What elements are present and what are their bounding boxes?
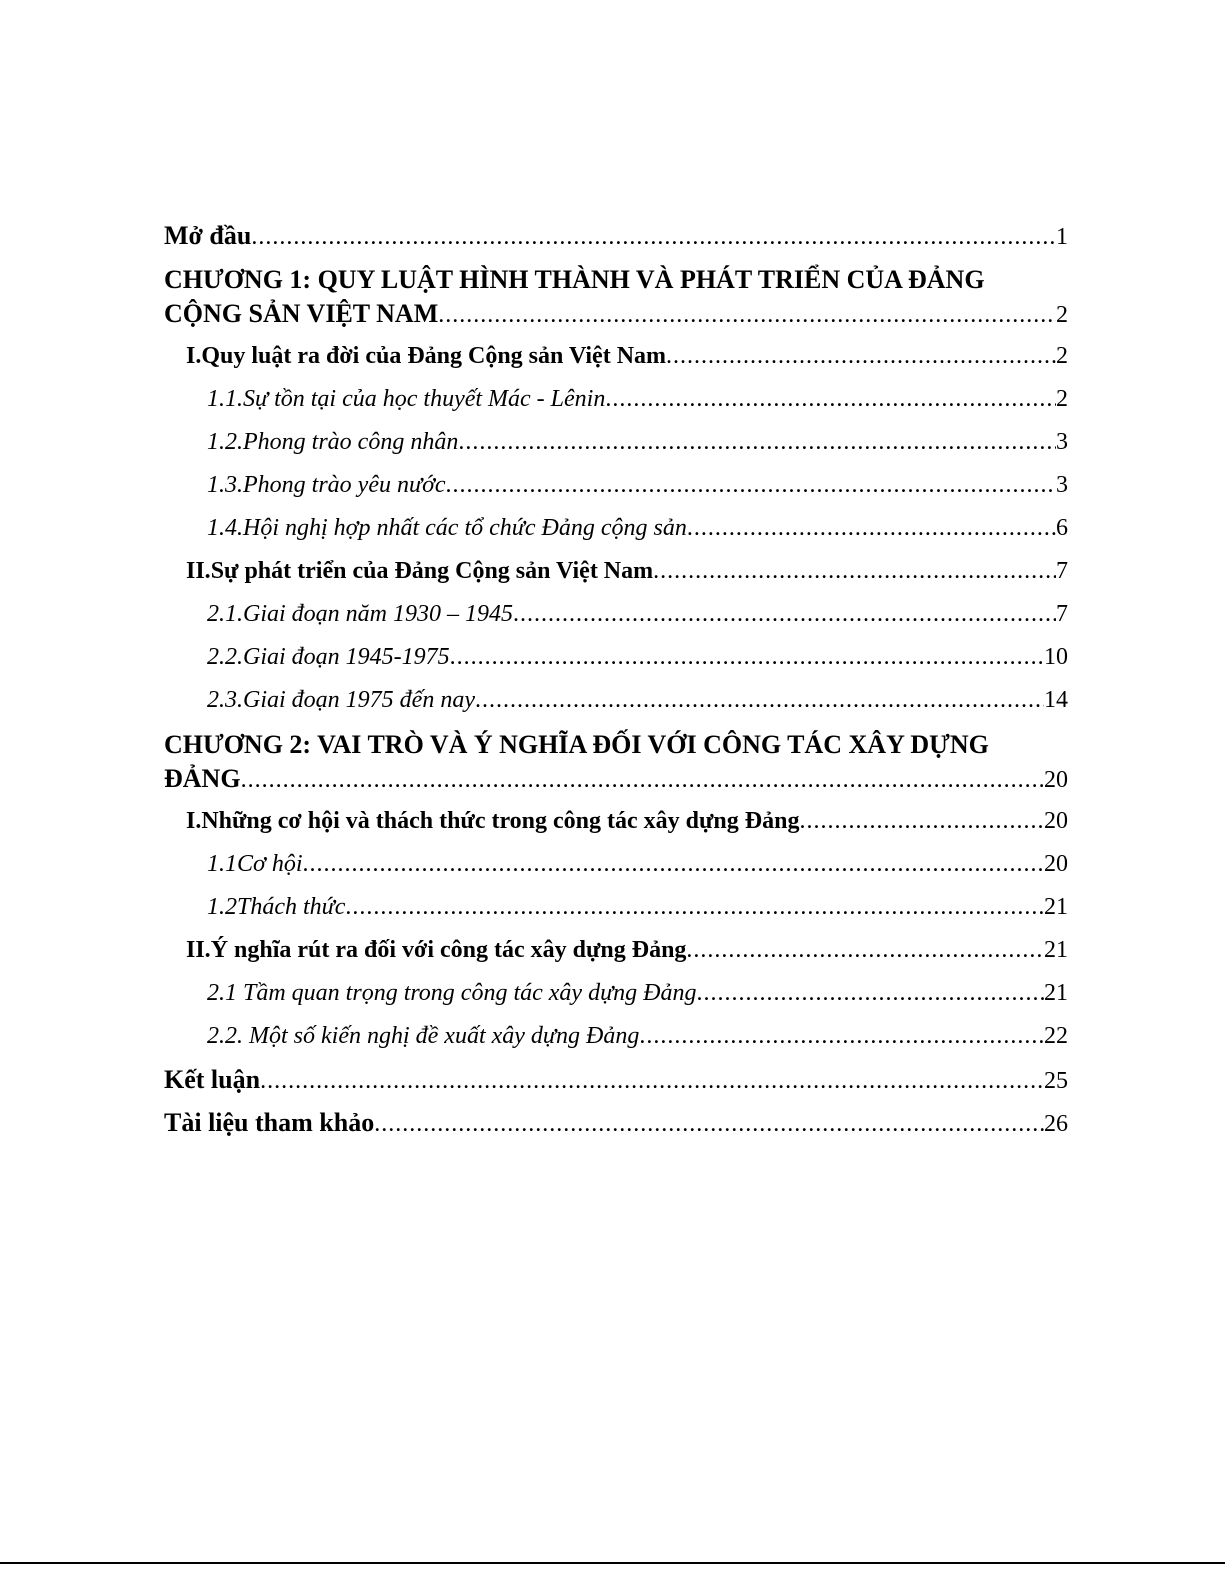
toc-page-number: 2 xyxy=(1056,302,1068,328)
toc-page-number: 14 xyxy=(1044,687,1068,713)
toc-entry-number: 2.3. xyxy=(207,687,243,713)
toc-entry-title: 2.2. Một số kiến nghị đề xuất xây dựng Đảng xyxy=(207,1023,640,1049)
toc-entry-number: 2.1. xyxy=(207,601,243,627)
toc-entry-number: 2.2. xyxy=(207,644,243,670)
toc-entry-number: I. xyxy=(186,808,202,834)
toc-page-number: 6 xyxy=(1056,515,1068,541)
toc-entry-2-3[interactable] xyxy=(164,679,1068,722)
toc-page-number: 22 xyxy=(1044,1023,1068,1049)
toc-entry-number: II. xyxy=(186,937,211,963)
dot-leader xyxy=(345,886,1044,929)
toc-entry-last-line xyxy=(164,297,1068,332)
toc-entry-number: I. xyxy=(186,343,202,369)
toc-entry-last-line xyxy=(164,762,1068,797)
toc-page-number: 21 xyxy=(1044,894,1068,920)
toc-page-number: 10 xyxy=(1044,644,1068,670)
toc-entry-title: Kết luận xyxy=(164,1065,261,1094)
toc-entry-title: Phong trào yêu nước xyxy=(243,472,446,498)
toc-entry-number: 1.1. xyxy=(207,386,243,412)
toc-entry-kien-nghi[interactable] xyxy=(164,1015,1068,1058)
toc-page-number: 3 xyxy=(1056,429,1068,455)
toc-entry-thach-thuc[interactable] xyxy=(164,886,1068,929)
dot-leader xyxy=(374,1103,1044,1146)
toc-entry-tam-quan-trong[interactable] xyxy=(164,972,1068,1015)
toc-page-number: 1 xyxy=(1056,224,1068,250)
toc-entry-title: Giai đoạn năm 1930 – 1945 xyxy=(243,601,513,627)
toc-entry-section-2-2[interactable] xyxy=(164,929,1068,972)
toc-entry-number: 1.3. xyxy=(207,472,243,498)
toc-entry-2-2[interactable] xyxy=(164,636,1068,679)
dot-leader xyxy=(697,972,1044,1015)
dot-leader xyxy=(513,593,1056,636)
toc-entry-tai-lieu[interactable] xyxy=(164,1101,1068,1144)
toc-entry-number: 1.2 xyxy=(207,894,237,920)
toc-entry-title-line2: ĐẢNG xyxy=(164,764,241,793)
dot-leader xyxy=(653,550,1056,593)
toc-page-number: 2 xyxy=(1056,343,1068,369)
toc-page-number: 25 xyxy=(1044,1068,1068,1094)
dot-leader xyxy=(302,843,1044,886)
dot-leader xyxy=(251,216,1056,259)
toc-entry-section-1-2[interactable] xyxy=(164,550,1068,593)
toc-entry-ket-luan[interactable] xyxy=(164,1058,1068,1101)
toc-page-number: 20 xyxy=(1044,767,1068,793)
toc-page-number: 7 xyxy=(1056,601,1068,627)
dot-leader xyxy=(450,636,1044,679)
dot-leader xyxy=(446,464,1056,507)
toc-entry-number: 1.2. xyxy=(207,429,243,455)
toc-entry-mo-dau[interactable] xyxy=(164,214,1068,257)
dot-leader xyxy=(438,298,1056,332)
toc-page-number: 7 xyxy=(1056,558,1068,584)
toc-entry-section-2-1[interactable] xyxy=(164,800,1068,843)
dot-leader xyxy=(458,421,1056,464)
toc-entry-title: Giai đoạn 1975 đến nay xyxy=(243,687,475,713)
toc-entry-co-hoi[interactable] xyxy=(164,843,1068,886)
dot-leader xyxy=(475,679,1044,722)
toc-page-number: 2 xyxy=(1056,386,1068,412)
toc-entry-title: Tài liệu tham khảo xyxy=(164,1108,375,1137)
toc-entry-number: II. xyxy=(186,558,211,584)
dot-leader xyxy=(686,929,1044,972)
toc-page-number: 21 xyxy=(1044,980,1068,1006)
toc-entry-title: Những cơ hội và thách thức trong công tác xây dựng Đảng xyxy=(201,808,800,834)
toc-entry-title: Sự tồn tại của học thuyết Mác - Lênin xyxy=(243,386,606,412)
dot-leader xyxy=(639,1015,1044,1058)
toc-entry-title-line2: CỘNG SẢN VIỆT NAM xyxy=(164,299,439,328)
table-of-contents xyxy=(164,214,1068,1144)
toc-entry-1-4[interactable] xyxy=(164,507,1068,550)
dot-leader xyxy=(799,800,1044,843)
toc-entry-title-line1: CHƯƠNG 2: VAI TRÒ VÀ Ý NGHĨA ĐỐI VỚI CÔNG TÁC XÂY DỰNG xyxy=(164,730,989,759)
toc-entry-number: 1.4. xyxy=(207,515,243,541)
toc-entry-title: Phong trào công nhân xyxy=(243,429,459,455)
toc-entry-title: Quy luật ra đời của Đảng Cộng sản Việt Nam xyxy=(201,343,667,369)
toc-entry-title: Ý nghĩa rút ra đối với công tác xây dựng Đảng xyxy=(210,937,687,963)
toc-entry-title-line1: CHƯƠNG 1: QUY LUẬT HÌNH THÀNH VÀ PHÁT TRIỂN CỦA ĐẢNG xyxy=(164,265,985,294)
toc-entry-2-1[interactable] xyxy=(164,593,1068,636)
toc-page-number: 20 xyxy=(1044,808,1068,834)
toc-entry-title: 2.1 Tầm quan trọng trong công tác xây dựng Đảng xyxy=(207,980,697,1006)
toc-page-number: 21 xyxy=(1044,937,1068,963)
dot-leader xyxy=(666,335,1056,378)
dot-leader xyxy=(260,1060,1044,1103)
toc-entry-number: 1.1 xyxy=(207,851,237,877)
toc-entry-section-1-1[interactable] xyxy=(164,335,1068,378)
toc-page-number: 26 xyxy=(1044,1111,1068,1137)
toc-page-number: 20 xyxy=(1044,851,1068,877)
toc-entry-title: Mở đầu xyxy=(164,221,252,250)
dot-leader xyxy=(687,507,1056,550)
toc-entry-title: Giai đoạn 1945-1975 xyxy=(243,644,450,670)
toc-entry-chuong-1[interactable] xyxy=(164,257,1068,335)
toc-entry-title: Cơ hội xyxy=(237,851,303,877)
dot-leader xyxy=(605,378,1056,421)
toc-entry-title: Sự phát triển của Đảng Cộng sản Việt Nam xyxy=(210,558,654,584)
toc-entry-1-2[interactable] xyxy=(164,421,1068,464)
toc-entry-title: Thách thức xyxy=(237,894,346,920)
toc-page-number: 3 xyxy=(1056,472,1068,498)
toc-entry-chuong-2[interactable] xyxy=(164,722,1068,800)
toc-entry-title: Hội nghị hợp nhất các tổ chức Đảng cộng sản xyxy=(243,515,687,541)
toc-entry-1-3[interactable] xyxy=(164,464,1068,507)
dot-leader xyxy=(241,763,1044,797)
toc-entry-1-1[interactable] xyxy=(164,378,1068,421)
page-bottom-border xyxy=(0,1562,1225,1564)
